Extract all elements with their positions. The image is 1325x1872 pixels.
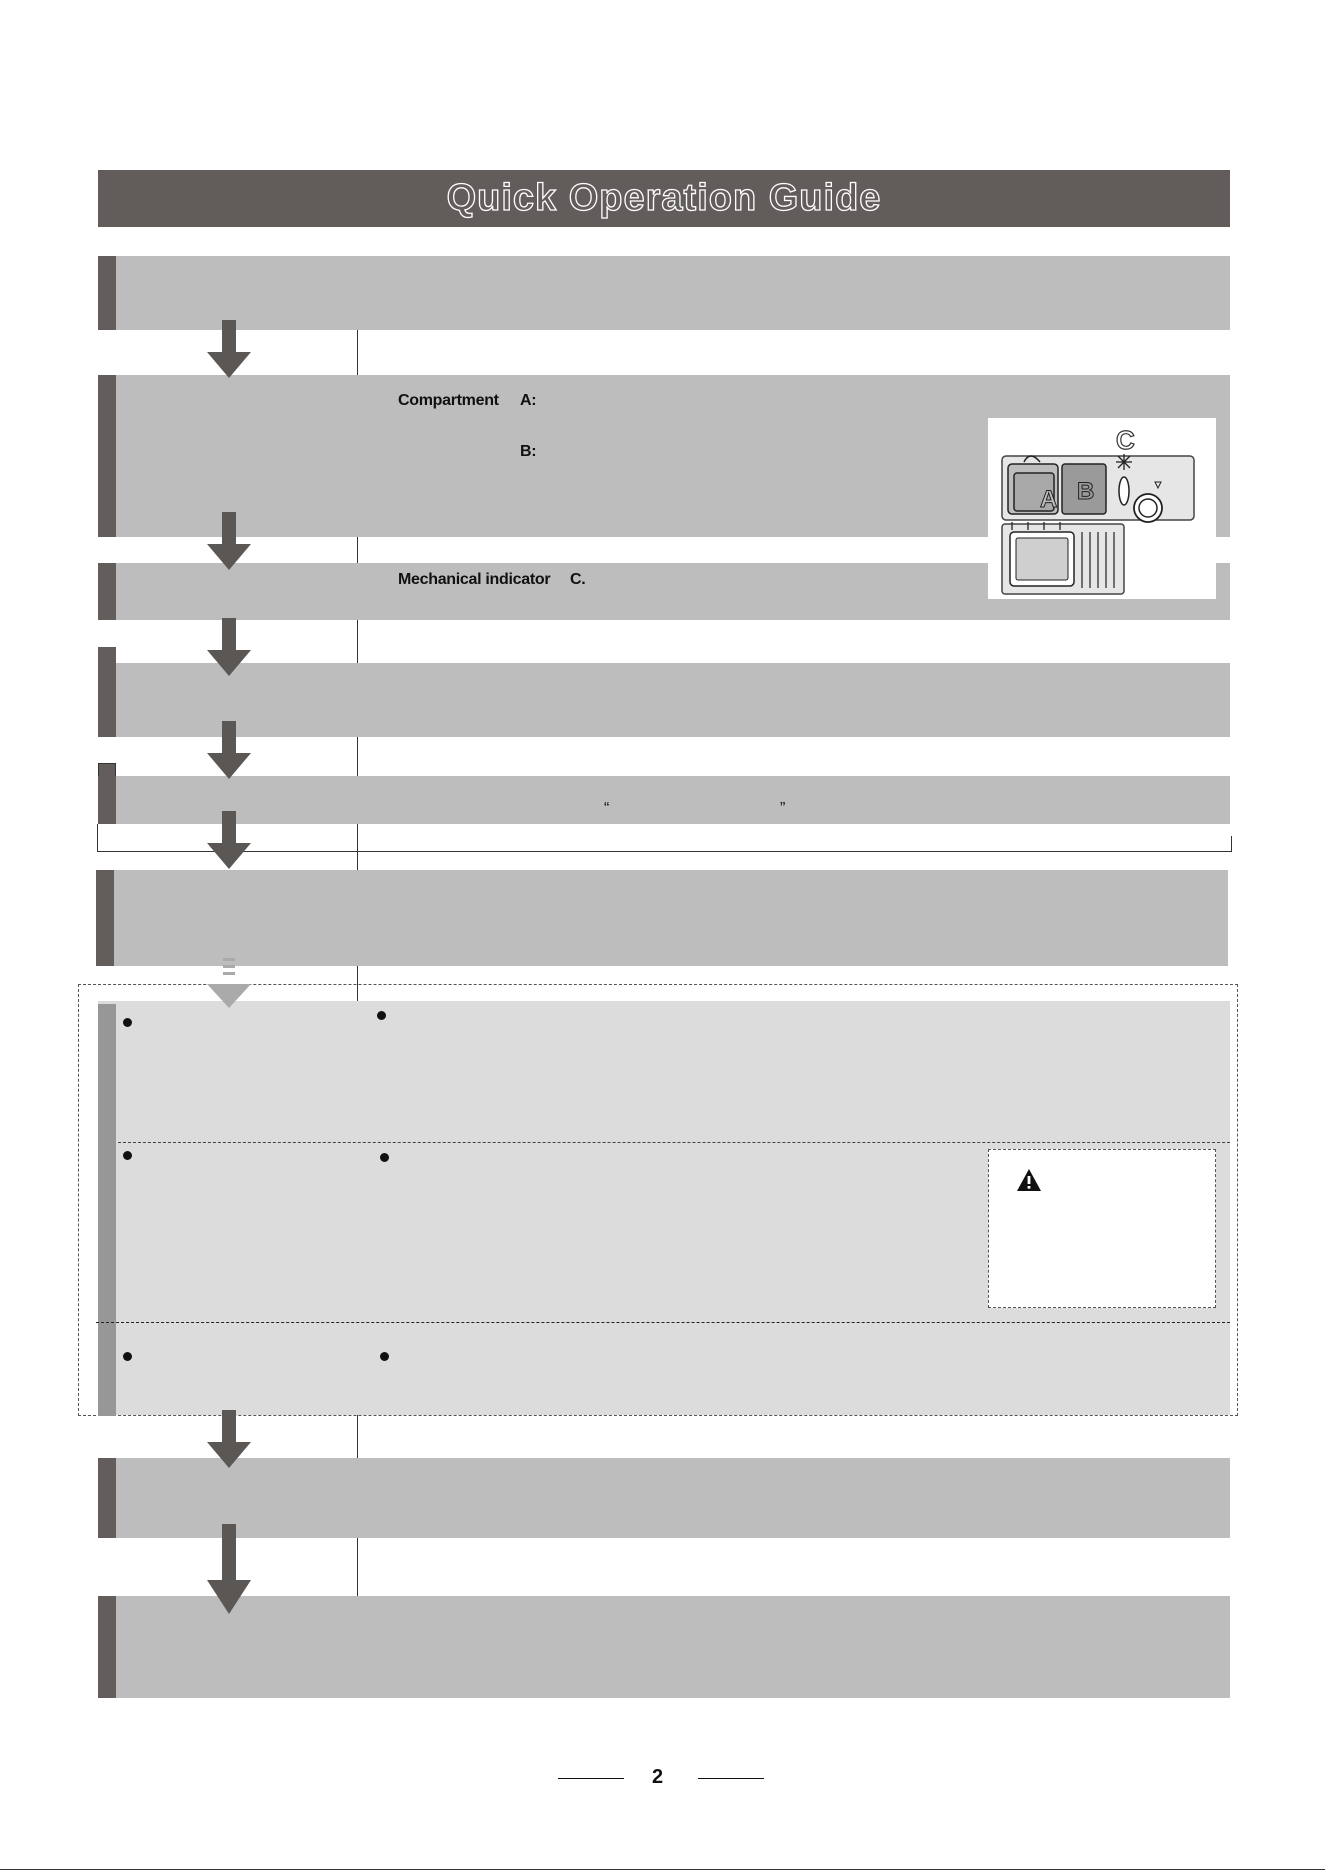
flow-arrow-4-icon [207, 721, 251, 779]
option-1-right-bullet [377, 1011, 386, 1020]
option-divider-2 [96, 1322, 1230, 1323]
option-2-right-bullet [380, 1153, 389, 1162]
option-2-left-bullet [123, 1151, 132, 1160]
quote-open: “ [604, 800, 610, 817]
indicator-c-label: C. [570, 571, 586, 588]
diagram-label-c: C [1116, 425, 1135, 455]
flow-arrow-1-icon [207, 320, 251, 378]
page-bottom-edge [0, 1869, 1325, 1870]
warning-icon [1016, 1168, 1042, 1192]
step-marker-3 [98, 563, 116, 620]
step-marker-4 [98, 647, 116, 737]
page-number: 2 [652, 1766, 664, 1788]
bracket-right [1231, 836, 1232, 852]
flow-arrow-2-icon [207, 512, 251, 570]
step-marker-2 [98, 375, 116, 537]
bracket-bottom [97, 851, 1231, 852]
option-divider-1 [118, 1142, 1230, 1143]
indicator-label: Mechanical indicator [398, 571, 551, 588]
flow-arrow-7-icon [207, 1524, 251, 1614]
flow-arrow-3-icon [207, 618, 251, 676]
compartment-label: Compartment [398, 392, 499, 409]
option-1-left-bullet [123, 1018, 132, 1027]
step-marker-6 [96, 870, 114, 966]
flow-arrow-6-icon [207, 1410, 251, 1468]
compartment-a-label: A: [520, 392, 537, 409]
option-3-left-bullet [123, 1352, 132, 1361]
step-row-1 [98, 256, 1230, 330]
diagram-label-a: A [1040, 486, 1058, 513]
step-row-4 [98, 663, 1230, 737]
step-marker-7 [98, 1458, 116, 1538]
page-number-rule-right [698, 1778, 764, 1779]
diagram-label-b: B [1077, 478, 1095, 505]
step-row-8 [98, 1596, 1230, 1698]
step-row-6 [96, 870, 1228, 966]
compartment-b-label: B: [520, 443, 537, 460]
flow-arrow-5-icon [207, 811, 251, 869]
flow-arrow-dashed-icon [207, 958, 251, 1008]
option-3-right-bullet [380, 1352, 389, 1361]
quote-close: ” [780, 800, 786, 817]
bracket-left [97, 824, 98, 852]
title-bar [98, 170, 1230, 227]
step-marker-5 [98, 776, 116, 824]
step-row-5 [98, 776, 1230, 824]
step-marker-8 [98, 1596, 116, 1698]
step-row-7 [98, 1458, 1230, 1538]
step-marker-1 [98, 256, 116, 330]
page-title: Quick Operation Guide [446, 177, 882, 219]
dispenser-diagram [988, 418, 1216, 599]
options-marker [98, 1004, 116, 1416]
page-number-rule-left [558, 1778, 624, 1779]
